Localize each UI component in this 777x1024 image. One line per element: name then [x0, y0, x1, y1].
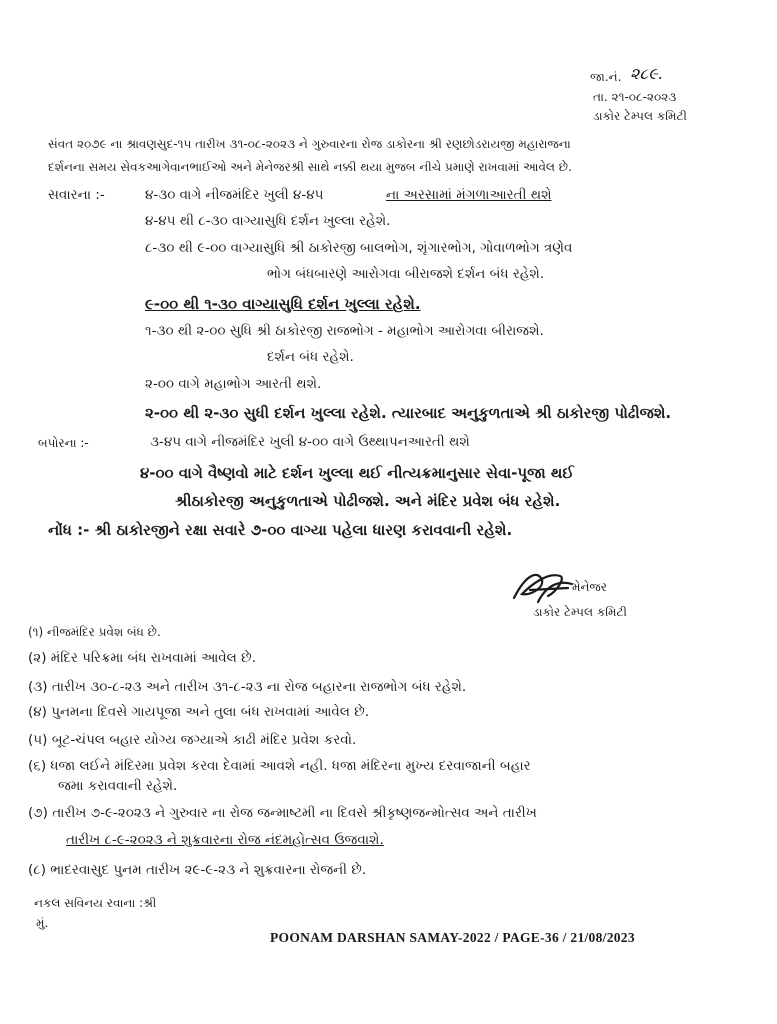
schedule-row-5a: ૧-૩૦ થી ૨-૦૦ સુધિ શ્રી ઠાકોરજી રાજભોગ - મહાભોગ આરોગવા બીરાજશે.	[145, 323, 544, 339]
header-org: ડાકોર ટેમ્પલ કમિટી	[593, 109, 687, 123]
letter-date: તા. ૨૧-૦૮-૨૦૨૩	[593, 90, 677, 104]
footer-text: POONAM DARSHAN SAMAY-2022 / PAGE-36 / 21/08/2023	[270, 930, 635, 945]
schedule-row-8: ૩-૪૫ વાગે નીજમંદિર ખુલી ૪-૦૦ વાગે ઉથ્થાપનઆરતી થશે	[150, 434, 470, 450]
ref-label: જા.નં.	[590, 70, 622, 84]
afternoon-label: બપોરના :-	[38, 436, 89, 450]
rule-5: (૫) બૂટ-ચંપલ બહાર યોગ્ય જગ્યાએ કાઢી મંદિર પ્રવેશ કરવો.	[28, 732, 357, 748]
schedule-note: નોંધ :- શ્રી ઠાકોરજીને રક્ષા સવારે ૭-૦૦ વાગ્યા પહેલા ધારણ કરાવવાની રહેશે.	[48, 521, 513, 539]
rule-7a: (૭) તારીખ ૭-૯-૨૦૨૩ ને ગુરુવાર ના રોજ જન્માષ્ટમી ના દિવસે શ્રીકૃષ્ણજન્મોત્સવ અને તારીખ	[28, 805, 537, 821]
copy-line-1: નકલ સવિનય રવાના :શ્રી	[34, 896, 157, 910]
schedule-row-6: ૨-૦૦ વાગે મહાભોગ આરતી થશે.	[145, 376, 322, 392]
signature-title: મેનેજર	[572, 580, 607, 594]
manager-signature	[508, 566, 578, 608]
rule-4: (૪) પુનમના દિવસે ગાયપૂજા અને તુલા બંધ રાખવામાં આવેલ છે.	[28, 704, 370, 720]
schedule-row-5b: દર્શન બંધ રહેશે.	[267, 349, 354, 365]
schedule-row-7: ૨-૦૦ થી ૨-૩૦ સુધી દર્શન ખુલ્લા રહેશે. ત્યારબાદ અનુકુળતાએ શ્રી ઠાકોરજી પોઢીજશે.	[145, 404, 672, 422]
schedule-row-9a: ૪-૦૦ વાગે વૈષ્ણવો માટે દર્શન ખુલ્લા થઈ નીત્યક્રમાનુસાર સેવા-પૂજા થઈ	[140, 464, 574, 482]
rule-3: (૩) તારીખ ૩૦-૮-૨૩ અને તારીખ ૩૧-૮-૨૩ ના રોજ બહારના રાજભોગ બંધ રહેશે.	[28, 679, 467, 695]
intro-line-2: દર્શનના સમય સેવકઆગેવાનભાઈઓ અને મેનેજરશ્રી સાથે નક્કી થયા મુજબ નીચે પ્રમાણે રાખવામાં આવેલ છે.	[48, 160, 572, 174]
schedule-row-4: ૯-૦૦ થી ૧-૩૦ વાગ્યાસુધિ દર્શન ખુલ્લા રહેશે.	[145, 295, 421, 313]
schedule-row-2: ૪-૪૫ થી ૮-૩૦ વાગ્યાસુધિ દર્શન ખુલ્લા રહેશે.	[145, 213, 391, 229]
morning-label: સવારના :-	[48, 187, 105, 203]
rule-6a: (૬) ધજા લઈને મંદિરમા પ્રવેશ કરવા દેવામાં આવશે નહી. ધજા મંદિરના મુખ્ય દરવાજાની બહાર	[28, 758, 531, 774]
schedule-row-9b: શ્રીઠાકોરજી અનુકુળતાએ પોઢીજશે. અને મંદિર પ્રવેશ બંધ રહેશે.	[175, 492, 561, 510]
rule-8: (૮) ભાદરવાસુદ પુનમ તારીખ ૨૯-૯-૨૩ ને શુક્રવારના રોજની છે.	[28, 862, 367, 878]
rule-7b: તારીખ ૮-૯-૨૦૨૩ ને શુક્રવારના રોજ નંદમહોત્સવ ઉજવાશે.	[66, 832, 384, 848]
schedule-row-1b: ના અરસામાં મંગળાઆરતી થશે	[386, 187, 552, 203]
schedule-row-3a: ૮-૩૦ થી ૯-૦૦ વાગ્યાસુધિ શ્રી ઠાકોરજી બાલભોગ, શૃંગારભોગ, ગોવાળભોગ ત્રણેવ	[145, 240, 573, 256]
schedule-row-1a: ૪-૩૦ વાગે નીજમંદિર ખુલી ૪-૪૫	[145, 187, 324, 203]
rule-1: (૧) નીજમંદિર પ્રવેશ બંધ છે.	[28, 625, 161, 639]
copy-line-2: મું.	[36, 916, 49, 930]
signature-org: ડાકોર ટેમ્પલ કમિટી	[533, 605, 627, 619]
ref-number: ૨૮૯.	[630, 64, 663, 83]
rule-6b: જમા કરાવવાની રહેશે.	[58, 778, 178, 794]
schedule-row-3b: ભોગ બંધબારણે આરોગવા બીરાજશે દર્શન બંધ રહેશે.	[267, 266, 545, 282]
rule-2: (૨) મંદિર પરિક્રમા બંધ રાખવામાં આવેલ છે.	[28, 650, 256, 666]
intro-line-1: સંવત ૨૦૭૯ ના શ્રાવણસુદ-૧૫ તારીખ ૩૧-૦૮-૨૦૨૩ ને ગુરુવારના રોજ ડાકોરના શ્રી રણછોડરાયજી મહારાજના	[48, 137, 571, 151]
